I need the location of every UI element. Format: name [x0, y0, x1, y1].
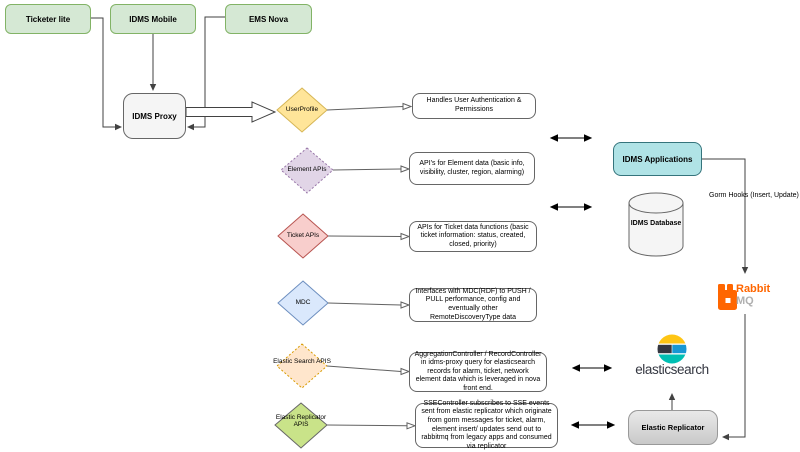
block-arrow-proxy-to-userprofile [186, 102, 275, 122]
arrow-sse-replicator [572, 422, 614, 428]
rabbitmq-wordmark-mq: MQ [736, 295, 754, 307]
arrow-userauth-apps [551, 135, 591, 141]
node-ticketer-lite[interactable] [5, 4, 91, 34]
node-idms-proxy-label: IDMS Proxy [132, 111, 177, 121]
arrow-search-elasticsearch [573, 365, 611, 371]
node-idms-database-label: IDMS Database [630, 220, 682, 227]
connector-element-desc [333, 166, 409, 172]
connector-ticket-desc [328, 234, 409, 240]
desc-elastic-search-apis-text: AggregationController / RecordController in idms-proxy query for elasticsearch records for alarm, ticket, network element data which is leveraged in nova front end. [414, 350, 542, 392]
rabbitmq-wordmark-rabbit: Rabbit [736, 283, 771, 295]
connector-userprofile-desc [327, 104, 411, 111]
desc-elastic-search-apis[interactable] [409, 352, 547, 392]
diamond-elastic-search-apis-label: Elastic Search APIS [273, 358, 331, 365]
node-elastic-replicator-label: Elastic Replicator [641, 423, 705, 432]
connector-elasticsearch-desc [327, 366, 409, 375]
diamond-mdc-label: MDC [295, 299, 311, 306]
desc-element-apis-text: API's for Element data (basic info, visibility, cluster, region, alarming) [419, 159, 525, 176]
gorm-hooks-label: Gorm Hooks (Insert, Update) [709, 192, 799, 199]
connector-elasticreplicator-desc [327, 423, 415, 429]
node-idms-mobile[interactable] [110, 4, 196, 34]
arrow-idmsmobile-to-proxy [150, 33, 156, 91]
rabbitmq-icon [718, 284, 737, 310]
connector-mdc-desc [328, 302, 409, 308]
node-idms-mobile-label: IDMS Mobile [129, 14, 177, 24]
elasticsearch-wordmark: elasticsearch [635, 362, 709, 377]
node-ems-nova-label: EMS Nova [248, 14, 289, 24]
node-elastic-replicator[interactable] [628, 410, 718, 445]
desc-mdc-text: Interfaces with MDC(RDF) to PUSH / PULL performance, config and eventually other RemoteDiscoveryType data [415, 287, 531, 321]
diamond-ticket-apis-label: Ticket APIs [286, 232, 320, 239]
diamond-elastic-replicator-apis-label: Elastic Replicator APIS [275, 414, 327, 429]
desc-elastic-replicator-apis[interactable] [415, 399, 558, 450]
arrow-ticketerlite-to-proxy [91, 18, 122, 130]
desc-element-apis[interactable] [409, 152, 535, 185]
node-ticketer-lite-label: Ticketer lite [25, 14, 71, 24]
desc-userprofile[interactable] [412, 93, 536, 119]
arrow-replicator-to-elasticsearch [669, 393, 675, 410]
desc-elastic-replicator-apis-text: SSEController subscribes to SSE events sent from elastic replicator which originate from gorm messages for ticket, alarm, element insert/ updates send out to rabbitmq from legacy apps and consumed via replicator [421, 399, 552, 450]
node-ems-nova[interactable] [225, 4, 312, 34]
desc-ticket-apis-text: APIs for Ticket data functions (basic ticket information: status, created, closed, priority) [417, 223, 529, 248]
arrow-element-database [551, 204, 591, 210]
node-idms-applications-label: IDMS Applications [622, 154, 693, 164]
node-idms-applications[interactable] [613, 142, 702, 176]
node-idms-proxy[interactable] [123, 93, 186, 139]
desc-mdc[interactable] [409, 288, 537, 322]
diamond-element-apis-label: Element APIs [287, 166, 327, 173]
diamond-userprofile-label: UserProfile [285, 106, 319, 113]
desc-ticket-apis[interactable] [409, 221, 537, 252]
elasticsearch-icon [656, 333, 688, 365]
desc-userprofile-text: Handles User Authentication & Permissions [426, 97, 522, 113]
diamond-elastic-search-apis[interactable] [277, 344, 327, 388]
